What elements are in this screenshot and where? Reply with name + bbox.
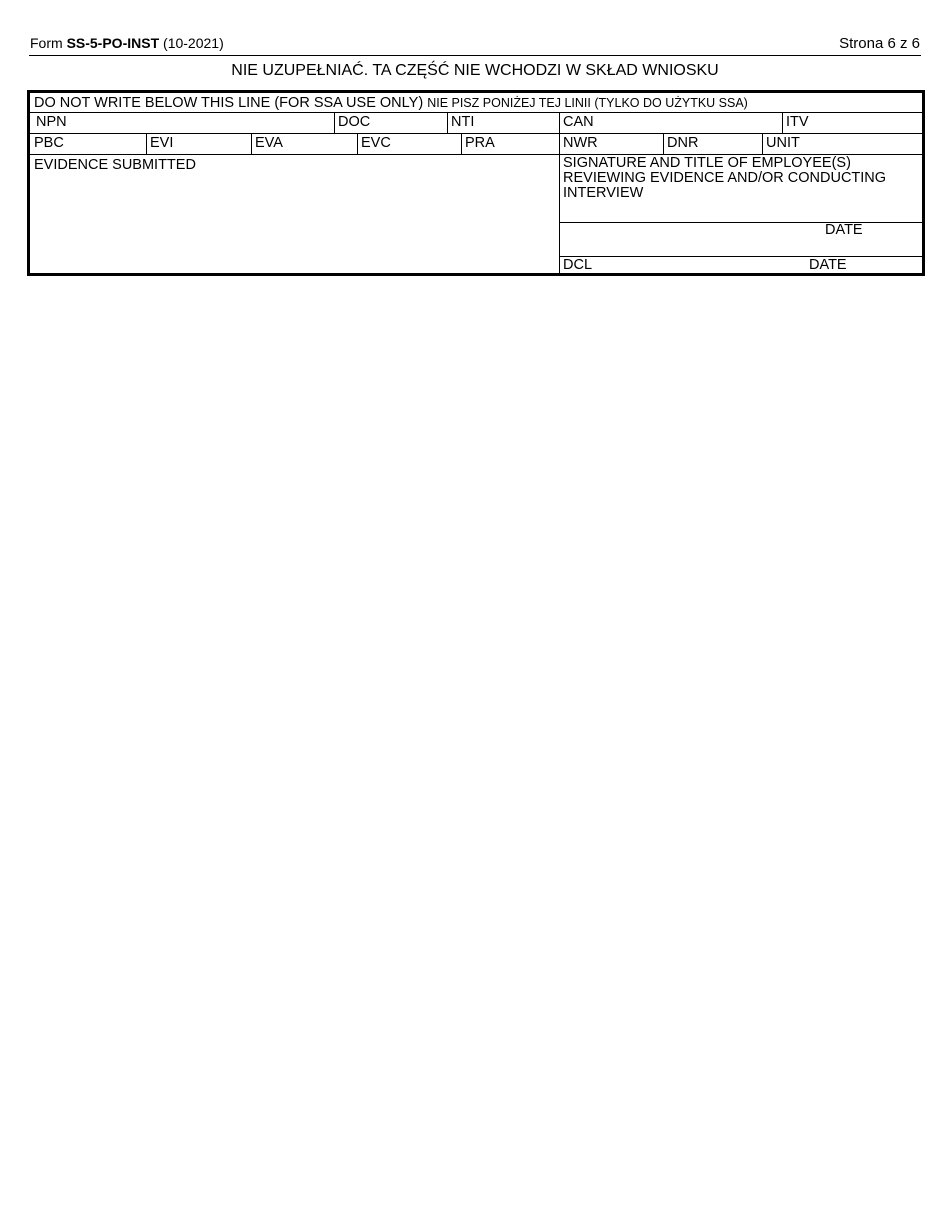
field-nwr[interactable]: NWR [563, 135, 598, 151]
ssa-box-title [34, 96, 748, 111]
divider-v [762, 133, 763, 154]
field-evc[interactable]: EVC [361, 135, 391, 151]
field-evidence-submitted[interactable]: EVIDENCE SUBMITTED [34, 157, 196, 173]
ssa-use-only-box [27, 90, 925, 276]
page-header [30, 35, 920, 55]
divider-v [251, 133, 252, 154]
field-pbc[interactable]: PBC [34, 135, 64, 151]
title-en: DO NOT WRITE BELOW THIS LINE (FOR SSA USE ONLY) [34, 95, 424, 111]
field-pra[interactable]: PRA [465, 135, 495, 151]
divider-v [663, 133, 664, 154]
form-identifier [30, 35, 224, 51]
field-nti[interactable]: NTI [451, 114, 475, 130]
divider-v-main [559, 133, 560, 273]
divider-v [782, 112, 783, 133]
divider-v [334, 112, 335, 133]
divider-row1 [30, 133, 922, 134]
page-number: Strona 6 z 6 [839, 35, 920, 52]
field-doc[interactable]: DOC [338, 114, 371, 130]
field-date-signature[interactable]: DATE [825, 222, 863, 238]
divider-v [447, 112, 448, 133]
divider-v [357, 133, 358, 154]
field-eva[interactable]: EVA [255, 135, 283, 151]
header-divider [29, 55, 921, 56]
divider-date [559, 256, 922, 257]
divider-title [30, 112, 922, 113]
notice-text: NIE UZUPEŁNIAĆ. TA CZĘŚĆ NIE WCHODZI W SKŁAD WNIOSKU [231, 62, 719, 79]
field-dcl[interactable]: DCL [563, 257, 593, 273]
divider-v [146, 133, 147, 154]
field-dnr[interactable]: DNR [667, 135, 699, 151]
divider-v [461, 133, 462, 154]
form-prefix: Form [30, 35, 63, 51]
field-date-dcl[interactable]: DATE [809, 257, 847, 273]
field-npn[interactable]: NPN [36, 114, 67, 130]
field-signature-title[interactable]: SIGNATURE AND TITLE OF EMPLOYEE(S) REVIEWING EVIDENCE AND/OR CONDUCTING INTERVIEW [563, 155, 887, 201]
title-pl: NIE PISZ PONIŻEJ TEJ LINII (TYLKO DO UŻYTKU SSA) [427, 96, 748, 110]
field-itv[interactable]: ITV [786, 114, 809, 130]
form-id: SS-5-PO-INST [66, 35, 160, 51]
form-date: (10-2021) [163, 35, 224, 51]
divider-v [559, 112, 560, 133]
field-can[interactable]: CAN [563, 114, 594, 130]
field-evi[interactable]: EVI [150, 135, 174, 151]
divider-signature [559, 222, 922, 223]
field-unit[interactable]: UNIT [766, 135, 800, 151]
